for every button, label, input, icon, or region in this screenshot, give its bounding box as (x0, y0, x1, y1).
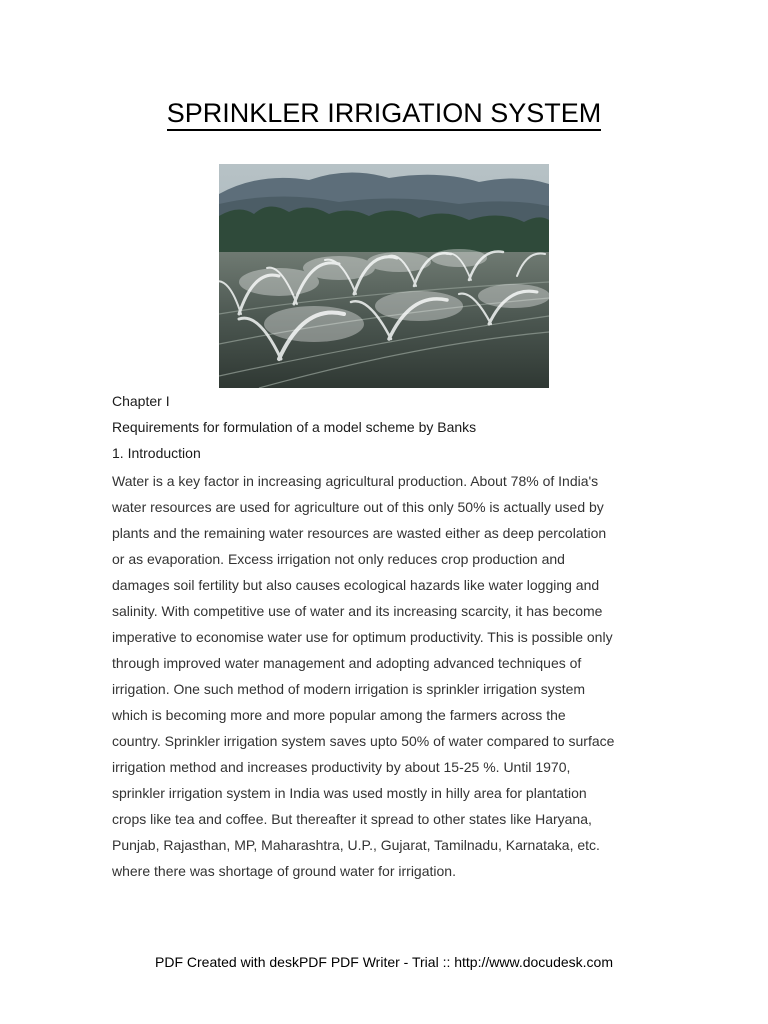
paragraph-line: where there was shortage of ground water for irrigation. (112, 863, 456, 879)
paragraph-line: through improved water management and adopting advanced techniques of (112, 655, 582, 671)
paragraph-line: which is becoming more and more popular among the farmers across the (112, 707, 566, 723)
paragraph-line: imperative to economise water use for optimum productivity. This is possible only (112, 629, 613, 645)
paragraph-line: plants and the remaining water resources are wasted either as deep percolation (112, 525, 607, 541)
document-title (0, 98, 768, 129)
paragraph-line: sprinkler irrigation system in India was used mostly in hilly area for plantation (112, 785, 587, 801)
paragraph-line: Punjab, Rajasthan, MP, Maharashtra, U.P., Gujarat, Tamilnadu, Karnataka, etc. (112, 837, 600, 853)
paragraph-line: irrigation. One such method of modern irrigation is sprinkler irrigation system (112, 681, 586, 697)
paragraph-line: country. Sprinkler irrigation system saves upto 50% of water compared to surface (112, 733, 615, 749)
paragraph-line: Water is a key factor in increasing agricultural production. About 78% of India's (112, 473, 599, 489)
sprinkler-field-photo (219, 164, 549, 388)
introduction-heading: 1. Introduction (112, 445, 201, 461)
paragraph-line: crops like tea and coffee. But thereafter it spread to other states like Haryana, (112, 811, 592, 827)
paragraph-line: damages soil fertility but also causes ecological hazards like water logging and (112, 577, 600, 593)
paragraph-line: irrigation method and increases productivity by about 15-25 %. Until 1970, (112, 759, 571, 775)
pdf-footer: PDF Created with deskPDF PDF Writer - Trial :: http://www.docudesk.com (155, 954, 613, 970)
paragraph-line: water resources are used for agriculture out of this only 50% is actually used by (112, 499, 604, 515)
chapter-label: Chapter I (112, 393, 170, 409)
paragraph-line: salinity. With competitive use of water and its increasing scarcity, it has become (112, 603, 603, 619)
paragraph-line: or as evaporation. Excess irrigation not only reduces crop production and (112, 551, 565, 567)
introduction-paragraph (112, 468, 672, 884)
section-heading: Requirements for formulation of a model scheme by Banks (112, 419, 477, 435)
document-title-text: SPRINKLER IRRIGATION SYSTEM (167, 98, 602, 131)
